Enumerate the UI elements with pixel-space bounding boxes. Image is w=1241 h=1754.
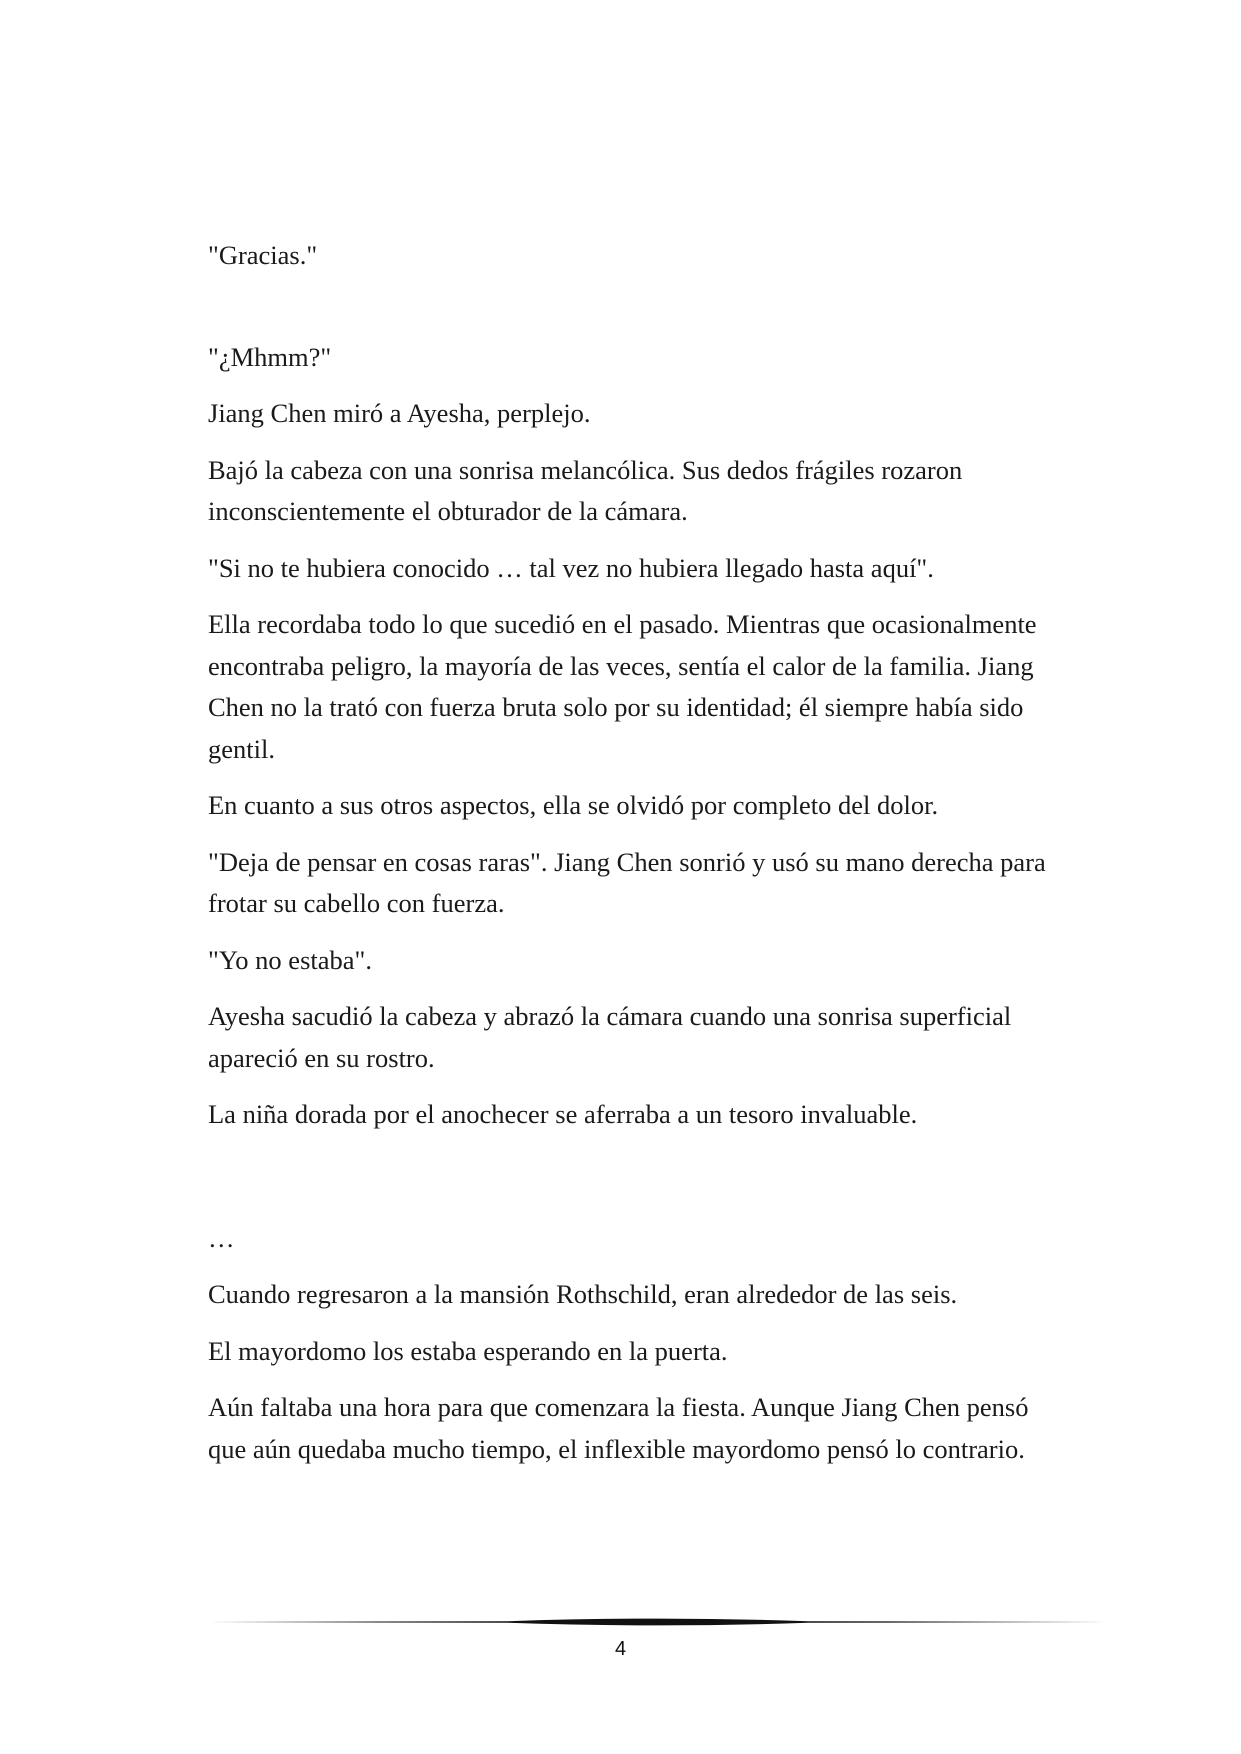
body-text <box>208 235 1068 1485</box>
scene-break: … <box>208 1222 235 1253</box>
paragraph: La niña dorada por el anochecer se aferraba a un tesoro invaluable. <box>208 1099 918 1129</box>
paragraph: "Si no te hubiera conocido … tal vez no hubiera llegado hasta aquí". <box>208 552 934 583</box>
page-number: 4 <box>614 1638 627 1660</box>
paragraph: Ella recordaba todo lo que sucedió en el pasado. Mientras que ocasionalmente encontraba peligro, la mayoría de las veces, sentía el calor de la familia. Jiang Chen no la trató con fuerza bruta solo por su identidad; él siempre había sido gentil. <box>208 609 1037 764</box>
paragraph: El mayordomo los estaba esperando en la puerta. <box>208 1335 728 1366</box>
paragraph: En cuanto a sus otros aspectos, ella se olvidó por completo del dolor. <box>208 790 939 820</box>
paragraph: Bajó la cabeza con una sonrisa melancólica. Sus dedos frágiles rozaron inconscientemente el obturador de la cámara. <box>208 454 963 526</box>
paragraph: "Deja de pensar en cosas raras". Jiang Chen sonrió y usó su mano derecha para frotar su cabello con fuerza. <box>208 846 1046 918</box>
paragraph: Ayesha sacudió la cabeza y abrazó la cámara cuando una sonrisa superficial apareció en su rostro. <box>208 1001 1012 1073</box>
paragraph: Cuando regresaron a la mansión Rothschild, eran alrededor de las seis. <box>208 1279 958 1309</box>
paragraph: Aún faltaba una hora para que comenzara la fiesta. Aunque Jiang Chen pensó que aún quedaba mucho tiempo, el inflexible mayordomo pensó lo contrario. <box>208 1392 1029 1464</box>
paragraph: "Yo no estaba". <box>208 944 372 975</box>
paragraph: "Gracias." <box>208 240 318 270</box>
footer-divider <box>208 1614 1108 1630</box>
paragraph: "¿Mhmm?" <box>208 341 332 372</box>
paragraph: Jiang Chen miró a Ayesha, perplejo. <box>208 398 591 428</box>
